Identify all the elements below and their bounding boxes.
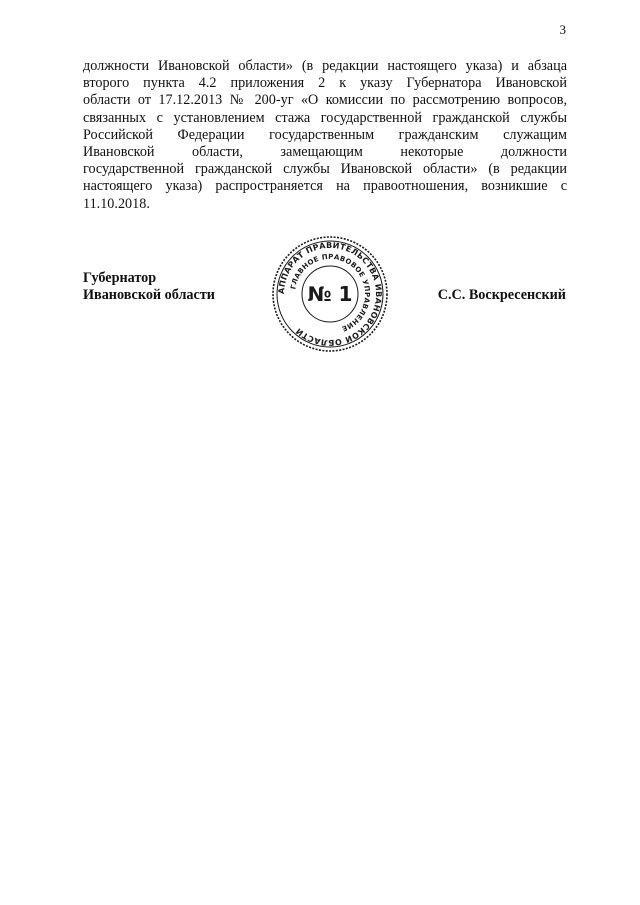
body-line: второго пункта 4.2 приложения 2 к указу Губернатора Ивановской [83, 75, 567, 92]
body-line: 11.10.2018. [83, 195, 150, 212]
seal-number: № 1 [307, 282, 353, 306]
body-line: настоящего указа) распространяется на правоотношения, возникшие с [83, 178, 567, 195]
signer-name: С.С. Воскресенский [437, 287, 566, 303]
seal-ring-text: ПРАВИТЕЛЬСТВА ИВАНОВСКОЙ ОБЛАСТИ [294, 240, 384, 348]
body-line: государственной гражданской службы Ивановской области» (в редакции [83, 161, 567, 178]
body-line: области от 17.12.2013 № 200-уг «О комиссии по рассмотрению вопросов, [83, 92, 567, 109]
body-line: должности Ивановской области» (в редакции настоящего указа) и абзаца [83, 58, 567, 74]
signer-title-line1: Губернатор [83, 270, 157, 286]
page-number: 3 [559, 22, 566, 37]
body-line: связанных с установлением стажа государственной гражданской службы [83, 109, 567, 126]
body-line: Ивановской области, замещающим некоторые должности [83, 144, 567, 161]
official-seal [270, 234, 390, 354]
signer-title [83, 270, 215, 304]
seal-ring-prefix: АППАРАТ [276, 249, 306, 295]
signer-title-line2: Ивановской области [83, 287, 215, 303]
seal-inner-ring-text: ГЛАВНОЕ ПРАВОВОЕ УПРАВЛЕНИЕ [289, 252, 372, 333]
body-paragraph [83, 58, 567, 213]
body-line: Российской Федерации государственным гражданским служащим [83, 126, 567, 143]
